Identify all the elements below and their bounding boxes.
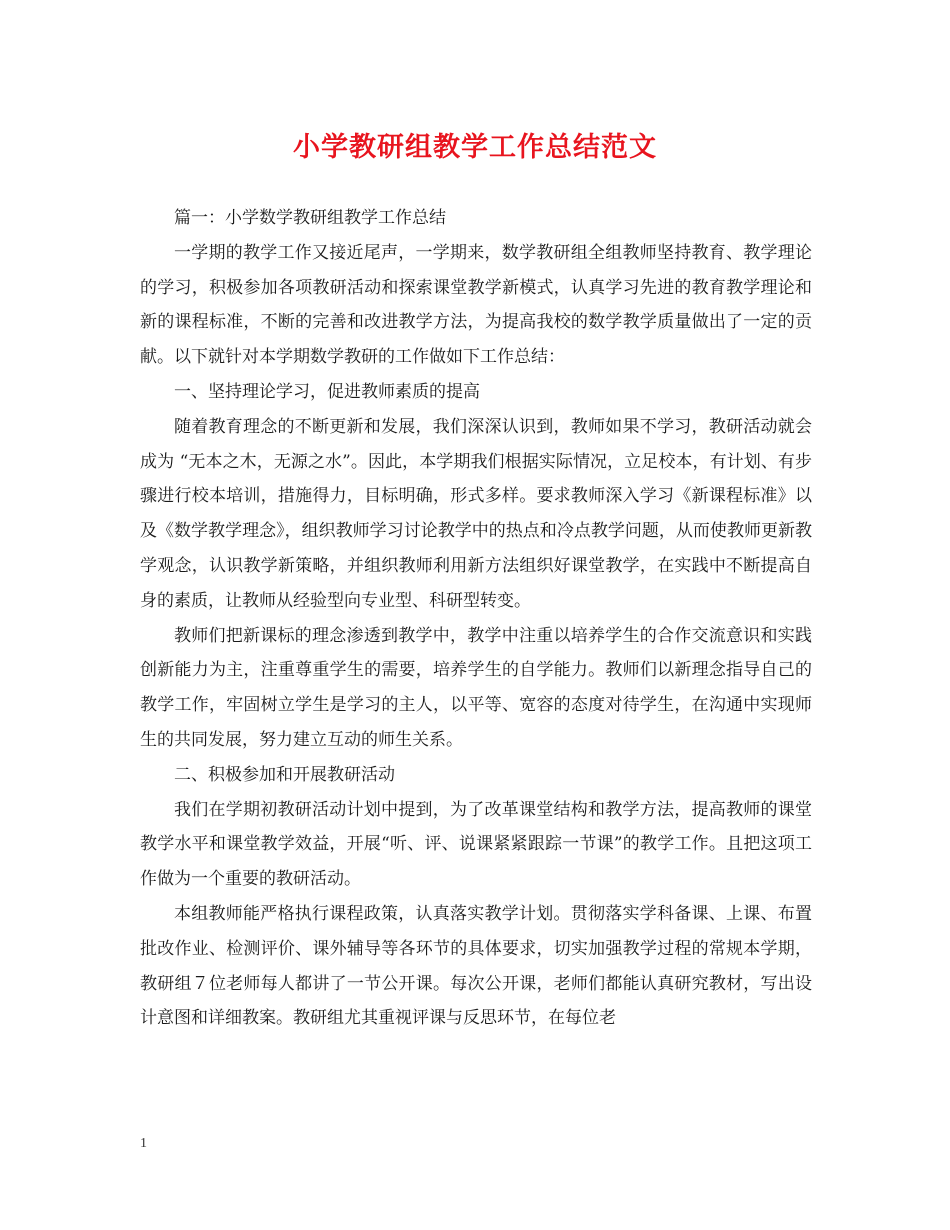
paragraph: 一学期的教学工作又接近尾声，一学期来，数学教研组全组教师坚持教育、教学理论的学习，积极参加各项教研活动和探索课堂教学新模式，认真学习先进的教育教学理论和新的课程标准，不断的完善和改进教学方法，为提高我校的数学教学质量做出了一定的贡献。以下就针对本学期数学教研的工作做如下工作总结： bbox=[140, 242, 812, 368]
section-heading: 二、积极参加和开展教研活动 bbox=[174, 764, 395, 785]
document-body bbox=[140, 201, 812, 1036]
document-title: 小学教研组教学工作总结范文 bbox=[293, 132, 657, 163]
page-number: 1 bbox=[140, 1136, 147, 1151]
paragraph: 随着教育理念的不断更新和发展，我们深深认识到，教师如果不学习，教研活动就会成为 “无本之木，无源之水”。因此，本学期我们根据实际情况，立足校本，有计划、有步骤进行校本培训，措施得力，目标明确，形式多样。要求教师深入学习《新课程标准》以及《数学教学理念》，组织教师学习讨论教学中的热点和冷点教学问题，从而使教师更新教学观念，认识教学新策略，并组织教师利用新方法组织好课堂教学，在实践中不断提高自身的素质，让教师从经验型向专业型、科研型转变。 bbox=[140, 416, 812, 611]
paragraph: 教师们把新课标的理念渗透到教学中，教学中注重以培养学生的合作交流意识和实践创新能力为主，注重尊重学生的需要，培养学生的自学能力。教师们以新理念指导自己的教学工作，牢固树立学生是学习的主人，以平等、宽容的态度对待学生，在沟通中实现师生的共同发展，努力建立互动的师生关系。 bbox=[140, 625, 812, 750]
paragraph: 本组教师能严格执行课程政策，认真落实教学计划。贯彻落实学科备课、上课、布置批改作业、检测评价、课外辅导等各环节的具体要求，切实加强教学过程的常规本学期，教研组７位老师每人都讲了一节公开课。每次公开课，老师们都能认真研究教材，写出设计意图和详细教案。教研组尤其重视评课与反思环节，在每位老 bbox=[140, 903, 812, 1029]
section-heading: 一、坚持理论学习，促进教师素质的提高 bbox=[174, 381, 480, 402]
section-heading: 篇一：小学数学教研组教学工作总结 bbox=[174, 208, 446, 228]
paragraph: 我们在学期初教研活动计划中提到，为了改革课堂结构和教学方法，提高教师的课堂教学水平和课堂教学效益，开展“听、评、说课紧紧跟踪一节课”的教学工作。且把这项工作做为一个重要的教研活动。 bbox=[140, 799, 812, 890]
